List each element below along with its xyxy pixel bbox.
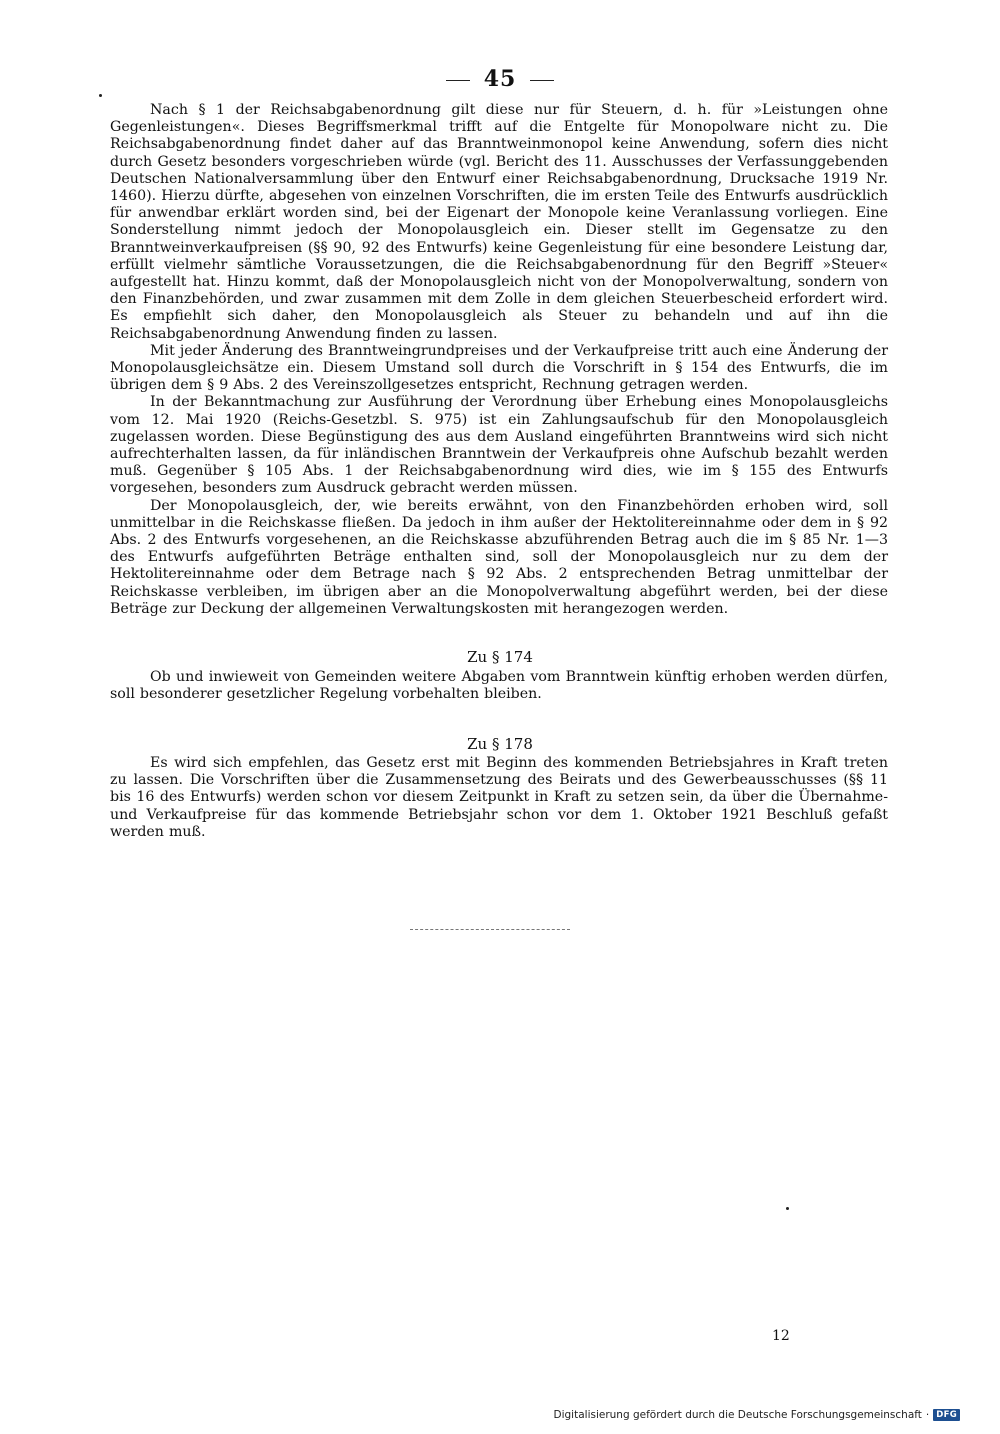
footer-credit	[554, 1409, 960, 1421]
paragraph: Es wird sich empfehlen, das Gesetz erst mit Beginn des kommenden Betriebsjahres in Kraft treten zu lassen. Die Vorschriften über die Zusammensetzung des Beirats und des Gewerbeausschusses (§§ 11 bis 16 des Entwurfs) werden schon vor diesem Zeitpunkt in Kraft zu setzen sein, da über die Übernahme- und Verkaufpreise für das kommende Betriebsjahr schon vor dem 1. Oktober 1921 Beschluß gefaßt werden muß.	[110, 755, 888, 840]
footer-separator: ·	[925, 1409, 930, 1421]
paragraph: In der Bekanntmachung zur Ausführung der Verordnung über Erhebung eines Monopolausgleichs vom 12. Mai 1920 (Reichs-Gesetzbl. S. 975) ist ein Zahlungsaufschub für den Monopolausgleich zugelassen worden. Diese Begünstigung des aus dem Ausland eingeführten Branntweins wird sich nicht aufrechterhalten lassen, da für inländischen Branntwein der Verkaufpreis ohne Aufschub bezahlt werden muß. Gegenüber § 105 Abs. 1 der Reichsabgabenordnung wird dies, wie im § 155 des Entwurfs vorgesehen, besonders zum Ausdruck gebracht werden müssen.	[110, 394, 888, 497]
page-number: 45	[483, 66, 517, 92]
paragraph: Der Monopolausgleich, der, wie bereits erwähnt, von den Finanzbehörden erhoben wird, soll unmittelbar in die Reichskasse fließen. Da jedoch in ihm außer der Hektolitereinnahme oder dem in § 92 Abs. 2 des Entwurfs vorgesehenen, an die Reichskasse abzuführenden Betrag auch die im § 85 Nr. 1—3 des Entwurfs aufgeführten Beträge enthalten sind, soll der Monopolausgleich nur zu dem der Hektolitereinnahme oder dem Betrage nach § 92 Abs. 2 entsprechenden Betrag unmittelbar der Reichskasse verbleiben, im übrigen aber an die Monopolverwaltung abgeführt werden, bei der diese Beträge zur Deckung der allgemeinen Verwaltungskosten mit herangezogen werden.	[110, 497, 888, 617]
paragraph: Nach § 1 der Reichsabgabenordnung gilt diese nur für Steuern, d. h. für »Leistungen ohne Gegenleistungen«. Dieses Begriffsmerkmal trifft auf die Entgelte für Monopolware nicht zu. Die Reichsabgabenordnung findet daher auf das Branntweinmonopol keine Anwendung, sofern dies nicht durch Gesetz besonders vorgeschrieben würde (vgl. Bericht des 11. Ausschusses der Verfassunggebenden Deutschen Nationalversammlung über den Entwurf einer Reichsabgabenordnung, Drucksache 1919 Nr. 1460). Hierzu dürfte, abgesehen von einzelnen Vorschriften, die im ersten Teile des Entwurfs ausdrücklich für anwendbar erklärt worden sind, bei der Eigenart der Monopole keine Veranlassung vorliegen. Eine Sonderstellung nimmt jedoch der Monopolausgleich ein. Dieser stellt im Gegensatze zu den Branntweinverkaufpreisen (§§ 90, 92 des Entwurfs) keine Gegenleistung für eine besondere Leistung dar, erfüllt vielmehr sämtliche Voraussetzungen, die die Reichsabgabenordnung für den Begriff »Steuer« aufgestellt hat. Hinzu kommt, daß der Monopolausgleich nicht von der Monopolverwaltung, sondern von den Finanzbehörden, und zwar zusammen mit dem Zolle in dem gleichen Steuerbescheid erfordert wird. Es empfiehlt sich daher, den Monopolausgleich als Steuer zu behandeln und auf ihn die Reichsabgabenordnung Anwendung finden zu lassen.	[110, 102, 888, 342]
print-speck	[99, 94, 102, 97]
print-speck	[786, 1207, 789, 1210]
section-heading-174: Zu § 174	[467, 648, 533, 666]
paragraph: Ob und inwieweit von Gemeinden weitere Abgaben vom Branntwein künftig erhoben werden dürfen, soll besonderer gesetzlicher Regelung vorbehalten bleiben.	[110, 669, 888, 703]
section-178-text	[110, 755, 888, 841]
section-heading-178: Zu § 178	[467, 735, 533, 753]
section-174-text	[110, 669, 888, 703]
header-dash-left	[446, 80, 470, 81]
page-header	[0, 66, 1000, 92]
header-dash-right	[530, 80, 554, 81]
paragraph: Mit jeder Änderung des Branntweingrundpreises und der Verkaufpreise tritt auch eine Änderung der Monopolausgleichsätze ein. Diesem Umstand soll durch die Vorschrift in § 154 des Entwurfs, die im übrigen dem § 9 Abs. 2 des Vereinszollgesetzes entspricht, Rechnung getragen werden.	[110, 342, 888, 394]
footer-credit-text: Digitalisierung gefördert durch die Deutsche Forschungsgemeinschaft	[553, 1409, 922, 1421]
main-text-block	[110, 102, 888, 618]
dfg-logo-icon: DFG	[933, 1409, 960, 1421]
end-rule-divider	[410, 929, 570, 930]
signature-mark: 12	[772, 1328, 790, 1344]
